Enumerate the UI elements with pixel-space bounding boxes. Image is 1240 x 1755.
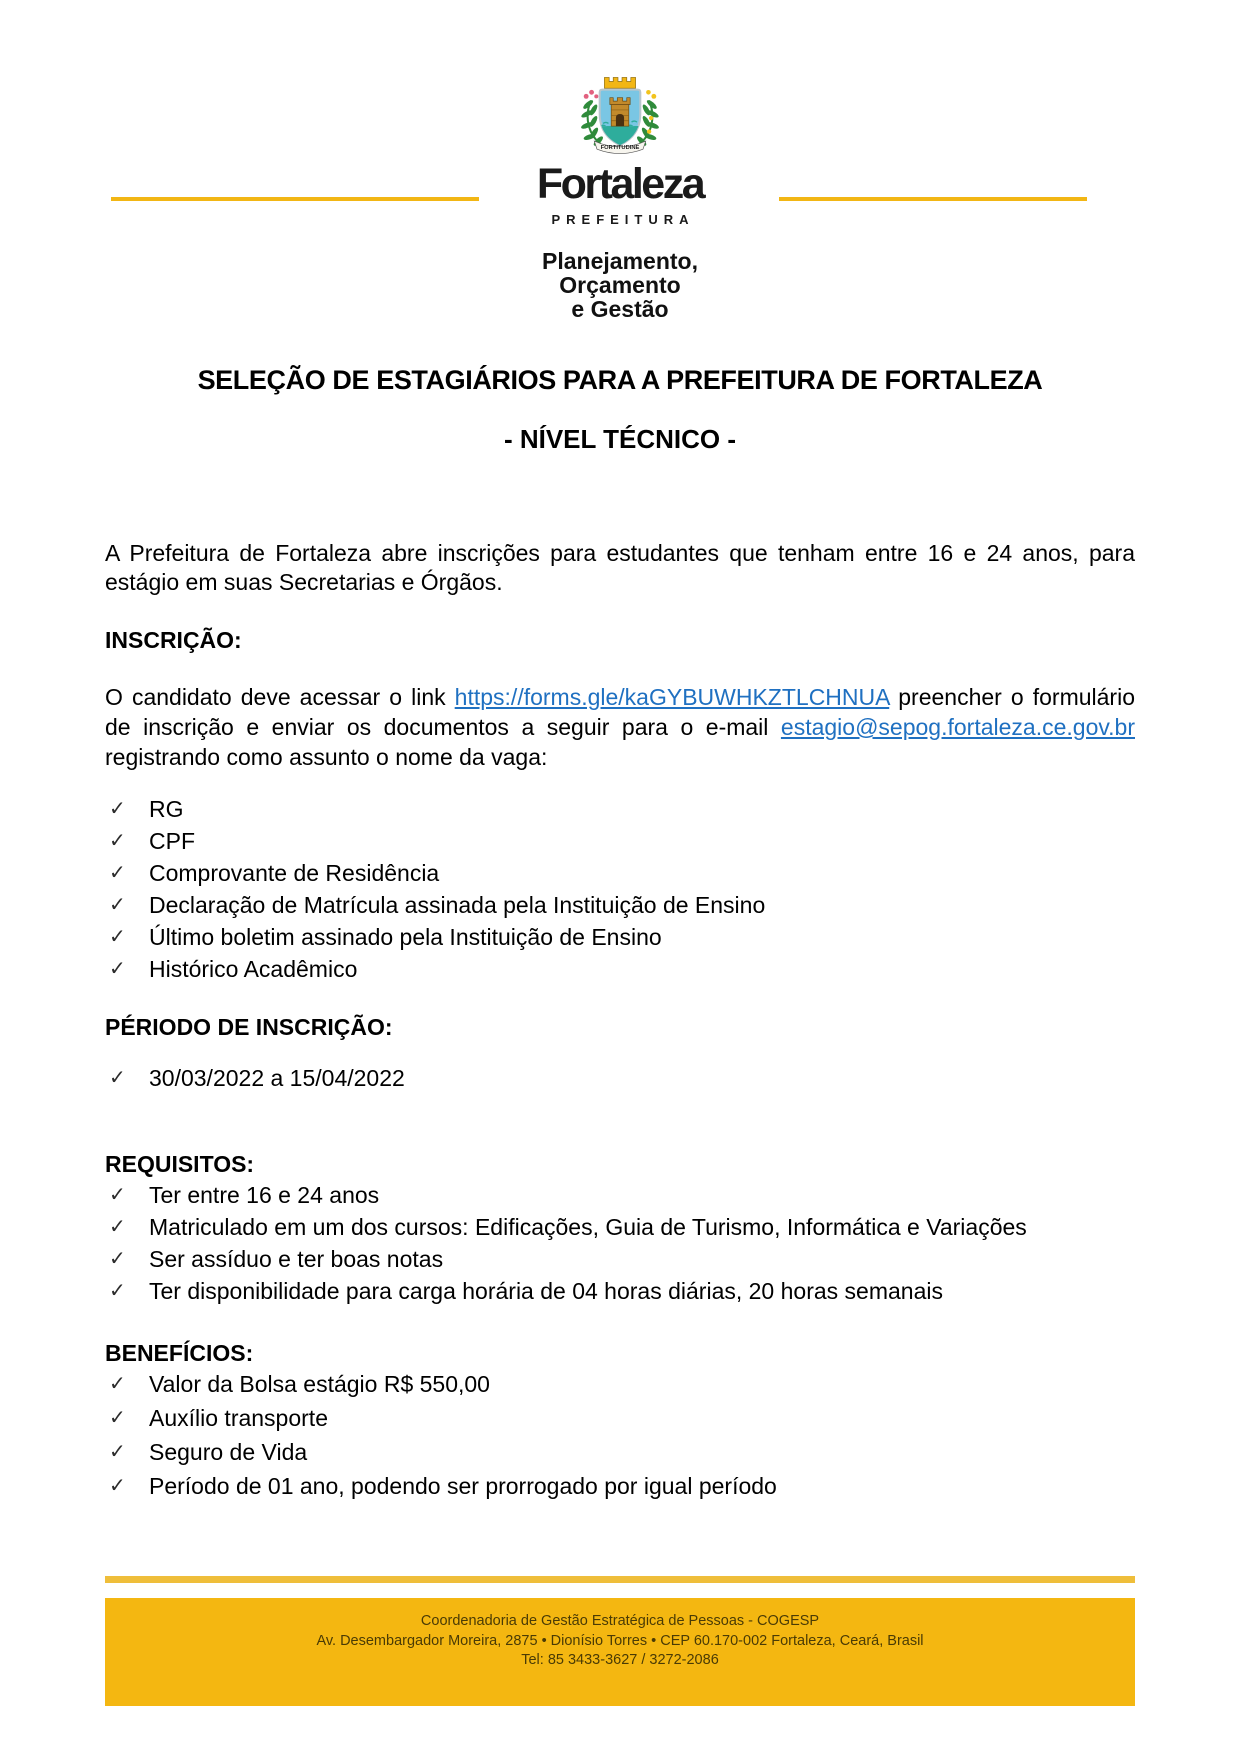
check-icon: ✓	[109, 1184, 126, 1206]
registration-paragraph	[105, 682, 1135, 772]
page-subtitle: - NÍVEL TÉCNICO -	[503, 424, 737, 454]
secretariat-line: Planejamento,	[542, 248, 698, 274]
list-item-text: Ter disponibilidade para carga horária de 04 horas diárias, 20 horas semanais	[149, 1278, 943, 1304]
list-item-text: RG	[149, 796, 184, 822]
check-icon: ✓	[109, 958, 126, 980]
list-item	[105, 1213, 1135, 1242]
registration-email-link[interactable]: estagio@sepog.fortaleza.ce.gov.br	[780, 714, 1135, 740]
paragraph-text: preencher o formulário de inscrição e enviar os documentos a seguir para o e-mail	[105, 684, 1135, 740]
list-item	[105, 795, 1135, 824]
footer-address-line: Av. Desembargador Moreira, 2875 • Dionísio Torres • CEP 60.170-002 Fortaleza, Ceará, Brasil	[316, 1632, 924, 1649]
list-item-text: Ter entre 16 e 24 anos	[149, 1182, 380, 1208]
tower	[610, 98, 630, 126]
list-item	[105, 891, 1135, 920]
section-heading-inscricao: INSCRIÇÃO:	[105, 627, 242, 653]
check-icon: ✓	[109, 894, 126, 916]
list-item-text: Auxílio transporte	[149, 1405, 328, 1431]
page-title: SELEÇÃO DE ESTAGIÁRIOS PARA A PREFEITURA DE FORTALEZA	[197, 365, 1043, 395]
list-item	[105, 1472, 1135, 1501]
list-item-text: Valor da Bolsa estágio R$ 550,00	[149, 1371, 490, 1397]
section-heading-beneficios: BENEFÍCIOS:	[105, 1340, 254, 1366]
list-item	[105, 859, 1135, 888]
header-accent-line-left	[111, 197, 479, 201]
list-item	[105, 955, 1135, 984]
check-icon: ✓	[109, 1067, 126, 1089]
paragraph-text: registrando como assunto o nome da vaga:	[105, 744, 548, 770]
footer	[105, 1598, 1135, 1706]
fortaleza-coat-of-arms-icon	[569, 72, 671, 160]
mural-crown	[604, 77, 635, 88]
check-icon: ✓	[109, 1280, 126, 1302]
check-icon: ✓	[109, 1248, 126, 1270]
list-item	[105, 1245, 1135, 1274]
list-item	[105, 1181, 1135, 1210]
list-item-text: Período de 01 ano, podendo ser prorrogado por igual período	[149, 1473, 777, 1499]
secretariat-line: e Gestão	[571, 296, 669, 322]
secretariat-line: Orçamento	[559, 272, 681, 298]
list-item-text: Declaração de Matrícula assinada pela Instituição de Ensino	[149, 892, 766, 918]
benefits-list	[105, 1370, 1135, 1501]
list-item	[105, 1370, 1135, 1399]
document-body	[0, 539, 1240, 1501]
list-item-text: Matriculado em um dos cursos: Edificações, Guia de Turismo, Informática e Variações	[149, 1214, 1027, 1240]
intro-paragraph: A Prefeitura de Fortaleza abre inscrições para estudantes que tenham entre 16 e 24 anos, para estágio em suas Secretarias e Órgãos.	[105, 540, 1135, 595]
check-icon: ✓	[109, 926, 126, 948]
list-item	[105, 1277, 1135, 1306]
header-accent-line-right	[779, 197, 1087, 201]
registration-form-link[interactable]: https://forms.gle/kaGYBUWHKZTLCHNUA	[454, 684, 890, 710]
pink-flowers-icon	[584, 90, 599, 99]
list-item-text: Seguro de Vida	[149, 1439, 308, 1465]
logo-tagline: PREFEITURA	[551, 212, 695, 227]
list-item-text: CPF	[149, 828, 195, 854]
check-icon: ✓	[109, 1216, 126, 1238]
motto-text: FORTITUDINE	[600, 145, 640, 152]
list-item-text: Histórico Acadêmico	[149, 956, 358, 982]
list-item-text: 30/03/2022 a 15/04/2022	[149, 1065, 405, 1091]
fortaleza-logo	[0, 0, 1240, 321]
list-item-text: Comprovante de Residência	[149, 860, 440, 886]
period-list	[105, 1064, 1135, 1093]
list-item-text: Último boletim assinado pela Instituição de Ensino	[149, 924, 662, 950]
check-icon: ✓	[109, 862, 126, 884]
list-item-text: Ser assíduo e ter boas notas	[149, 1246, 444, 1272]
section-heading-requisitos: REQUISITOS:	[105, 1151, 255, 1177]
list-item	[105, 1438, 1135, 1467]
secretariat-name	[0, 249, 1240, 321]
check-icon: ✓	[109, 830, 126, 852]
list-item	[105, 1064, 1135, 1093]
footer-org-line: Coordenadoria de Gestão Estratégica de Pessoas - COGESP	[420, 1613, 820, 1629]
footer-accent-bar	[105, 1576, 1135, 1583]
check-icon: ✓	[109, 1373, 126, 1395]
section-heading-periodo: PÉRIODO DE INSCRIÇÃO:	[105, 1014, 393, 1040]
logo-wordmark: Fortaleza	[536, 160, 704, 208]
list-item	[105, 1404, 1135, 1433]
requirements-list	[105, 1181, 1135, 1306]
check-icon: ✓	[109, 798, 126, 820]
paragraph-text: O candidato deve acessar o link	[105, 684, 455, 710]
check-icon: ✓	[109, 1475, 126, 1497]
list-item	[105, 827, 1135, 856]
list-item	[105, 923, 1135, 952]
documents-list	[105, 795, 1135, 984]
footer-phone-line: Tel: 85 3433-3627 / 3272-2086	[521, 1652, 719, 1668]
check-icon: ✓	[109, 1407, 126, 1429]
check-icon: ✓	[109, 1441, 126, 1463]
